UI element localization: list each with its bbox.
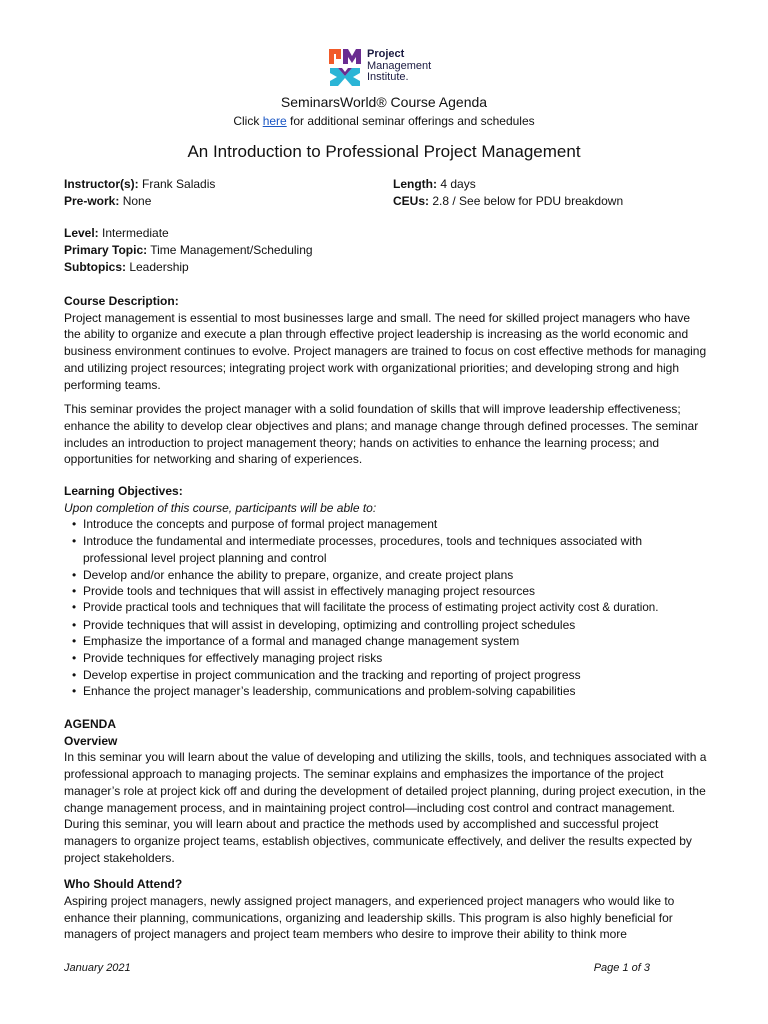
prework-row: Pre-work: None	[64, 194, 152, 208]
subtopics-row: Subtopics: Leadership	[64, 260, 189, 274]
description-paragraph-2: This seminar provides the project manager with a solid foundation of skills that will improve leadership effectiveness; enhance the ability to develop clear objectives and plans; and manage change through defined processes. The seminar includes an introduction to project management theory; hands on activities to enhance the learning process; and opportunities for networking and sharing of experiences.	[64, 402, 699, 467]
list-item: • Develop expertise in project communication and the tracking and reporting of project progress	[64, 667, 709, 684]
list-item: • Provide practical tools and techniques that will facilitate the process of estimating project activity cost & duration.	[64, 600, 709, 617]
level-row: Level: Intermediate	[64, 226, 169, 240]
here-link[interactable]: here	[262, 114, 287, 128]
logo-line-1: Project	[367, 48, 405, 60]
list-item: • Provide tools and techniques that will assist in effectively managing project resources	[64, 583, 709, 600]
learning-objectives	[64, 483, 709, 700]
length-row: Length: 4 days	[393, 177, 476, 191]
description-heading: Course Description:	[64, 294, 179, 308]
logo-line-3: Institute.	[367, 71, 409, 83]
attend-heading: Who Should Attend?	[64, 877, 183, 892]
objectives-list	[64, 516, 709, 700]
agenda-section	[64, 716, 709, 951]
footer-date: January 2021	[64, 962, 131, 974]
attend-paragraph: Aspiring project managers, newly assigned project managers, and experienced project managers who would like to enhance their planning, communications, organizing and leadership skills. This program is also highly beneficial for managers of project managers and project team members who desire to improve their ability to think more	[64, 894, 675, 942]
topic-row: Primary Topic: Time Management/Scheduling	[64, 243, 313, 257]
agenda-title: SeminarsWorld® Course Agenda	[280, 94, 488, 110]
meta-left	[64, 176, 215, 210]
instructor-row: Instructor(s): Frank Saladis	[64, 177, 216, 191]
click-line: Click here for additional seminar offerings and schedules	[233, 114, 535, 128]
overview-paragraph: In this seminar you will learn about the value of developing and utilizing the skills, tools, and techniques associated with a professional approach to managing projects. The seminar explains and emphasizes the importance of the project manager’s role at project kick off and during the development of detailed project planning, during project execution, in the change management process, and in maintaining project control—including cost control and contract management. During this seminar, you will learn about and practice the methods used by accomplished and successful project managers to organize project teams, establish objectives, communicate effectively, and deliver the results expected by project stakeholders.	[64, 750, 707, 865]
list-item: • Introduce the concepts and purpose of formal project management	[64, 516, 709, 533]
list-item: • Provide techniques that will assist in developing, optimizing and controlling project schedules	[64, 617, 709, 634]
list-item: • Introduce the fundamental and intermediate processes, procedures, tools and techniques associated with professional level project planning and control	[64, 533, 709, 566]
course-title: An Introduction to Professional Project Management	[187, 142, 581, 161]
description-paragraph-1: Project management is essential to most businesses large and small. The need for skilled project managers who have the ability to organize and execute a plan through effective project leadership is increasing as the world economic and business environment continues to evolve. Project managers are trained to focus on cost effective methods for managing and utilizing project resources; integrating project work with organizational priorities; and developing strong and high performing teams.	[64, 310, 707, 392]
ceus-row: CEUs: 2.8 / See below for PDU breakdown	[393, 194, 624, 208]
objectives-heading: Learning Objectives:	[64, 484, 183, 498]
footer-page-number: Page 1 of 3	[593, 962, 650, 974]
overview-heading: Overview	[64, 733, 118, 748]
list-item: • Provide techniques for effectively managing project risks	[64, 650, 709, 667]
pmi-logo-icon	[328, 47, 362, 87]
objectives-intro: Upon completion of this course, participants will be able to:	[64, 500, 377, 515]
list-item: • Emphasize the importance of a formal and managed change management system	[64, 633, 709, 650]
meta-level	[64, 225, 313, 276]
list-item: • Develop and/or enhance the ability to prepare, organize, and create project plans	[64, 567, 709, 584]
agenda-heading: AGENDA	[64, 717, 117, 731]
list-item: • Enhance the project manager’s leadership, communications and problem-solving capabilities	[64, 683, 709, 700]
meta-right	[393, 176, 623, 210]
logo-line-2: Management	[367, 59, 432, 72]
course-description	[64, 293, 709, 476]
pmi-logo	[328, 47, 458, 89]
